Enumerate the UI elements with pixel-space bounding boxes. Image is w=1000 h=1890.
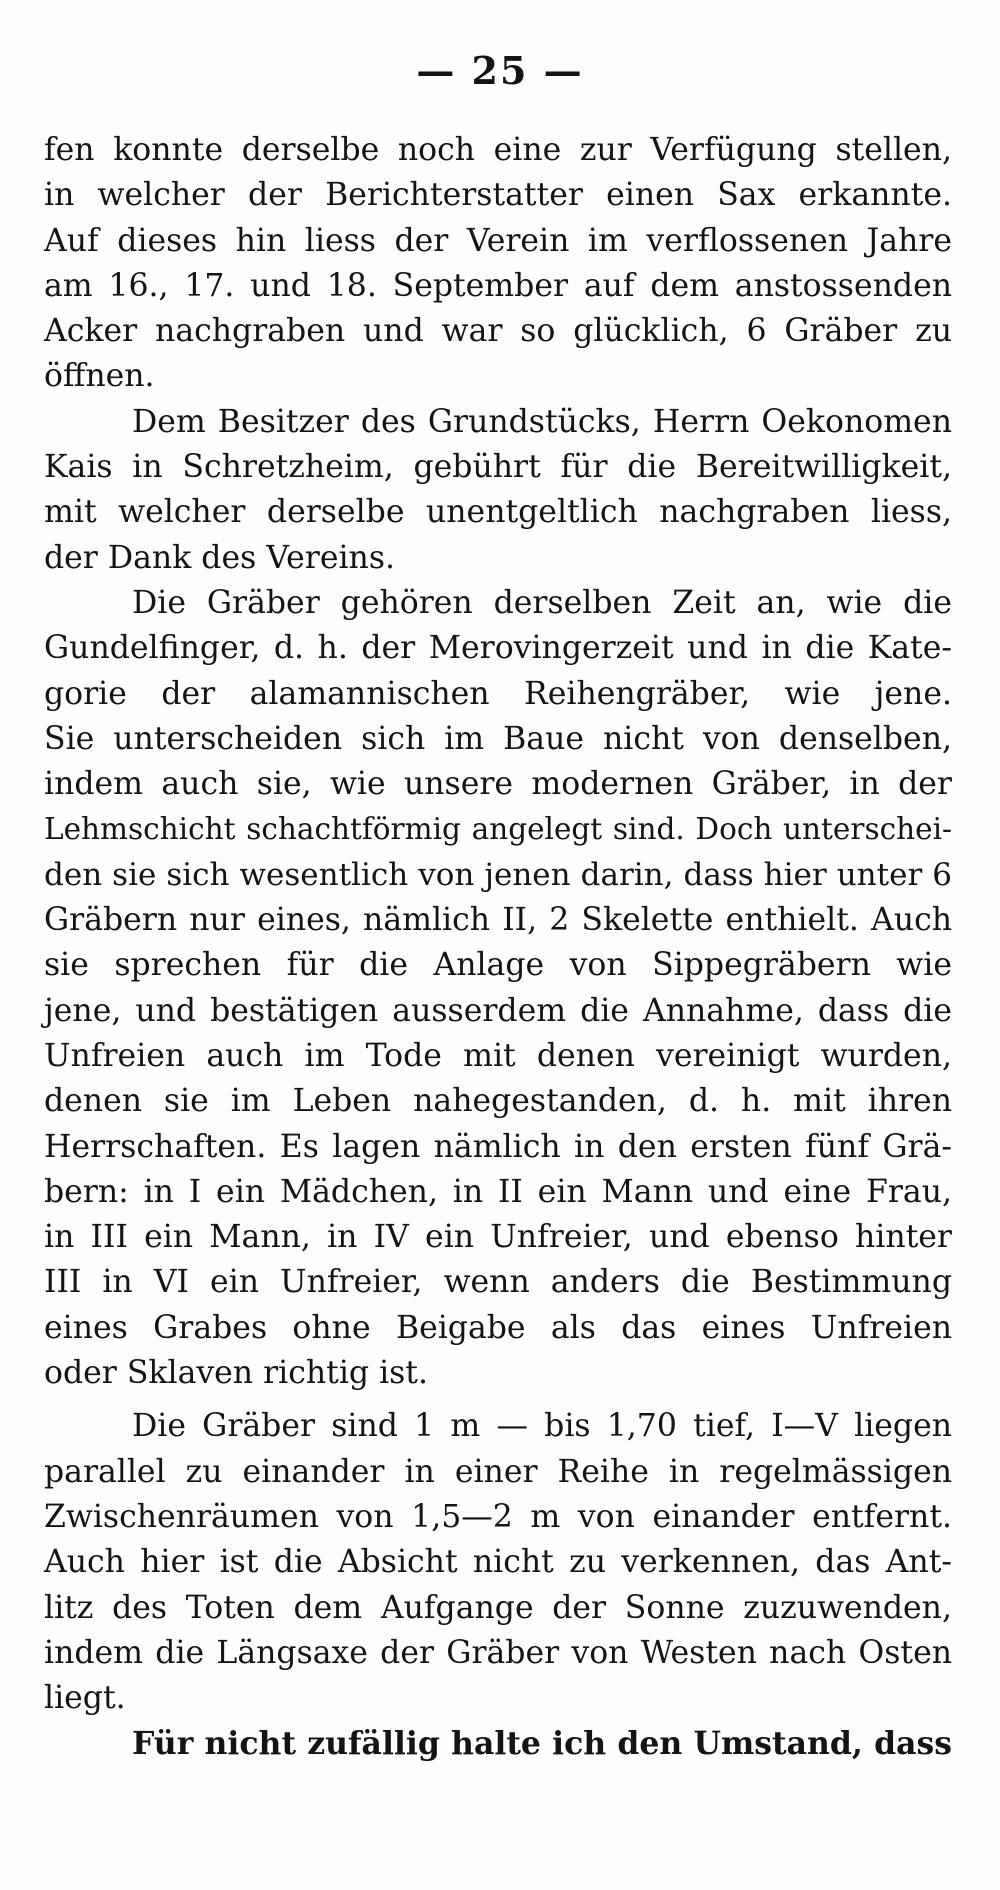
text-line: mit welcher derselbe unentgeltlich nachgraben liess, bbox=[44, 494, 952, 531]
text-line: Unfreien auch im Tode mit denen vereinigt wurden, bbox=[44, 1037, 952, 1074]
text-line: gorie der alamannischen Reihengräber, wie jene. bbox=[44, 675, 952, 712]
text-line: III in VI ein Unfreier, wenn anders die Bestimmung bbox=[44, 1264, 952, 1301]
text-line: Gundelfinger, d. h. der Merovingerzeit und in die Kate- bbox=[44, 630, 952, 667]
text-line: in welcher der Berichterstatter einen Sax erkannte. bbox=[44, 177, 952, 214]
text-line: Zwischenräumen von 1,5—2 m von einander entfernt. bbox=[44, 1498, 952, 1535]
text-line: Auch hier ist die Absicht nicht zu verkennen, das Ant- bbox=[44, 1544, 952, 1581]
text-line: in III ein Mann, in IV ein Unfreier, und ebenso hinter bbox=[44, 1219, 952, 1256]
text-line: der Dank des Vereins. bbox=[44, 539, 396, 576]
text-line: Kais in Schretzheim, gebührt für die Bereitwilligkeit, bbox=[44, 449, 952, 486]
text-line: am 16., 17. und 18. September auf dem anstossenden bbox=[44, 267, 952, 304]
text-line: Acker nachgraben und war so glücklich, 6 Gräber zu bbox=[44, 313, 952, 350]
text-line: eines Grabes ohne Beigabe als das eines Unfreien bbox=[44, 1309, 952, 1346]
body-text bbox=[44, 128, 952, 1767]
text-line: öffnen. bbox=[44, 358, 155, 395]
text-line: Für nicht zufällig halte ich den Umstand, dass bbox=[132, 1725, 952, 1763]
text-line: Die Gräber gehören derselben Zeit an, wie die bbox=[132, 584, 952, 621]
text-line: Lehmschicht schachtförmig angelegt sind. Doch unterschei- bbox=[44, 812, 952, 847]
text-line: Sie unterscheiden sich im Baue nicht von denselben, bbox=[44, 720, 952, 757]
paragraph-3 bbox=[44, 581, 952, 1396]
text-line: jene, und bestätigen ausserdem die Annahme, dass die bbox=[44, 992, 952, 1029]
page-number: — 25 — bbox=[416, 48, 584, 93]
text-line: Die Gräber sind 1 m — bis 1,70 tief, I—V liegen bbox=[132, 1408, 952, 1445]
text-line: Auf dieses hin liess der Verein im verflossenen Jahre bbox=[44, 222, 952, 259]
text-line: liegt. bbox=[44, 1680, 126, 1717]
text-line: indem auch sie, wie unsere modernen Gräber, in der bbox=[44, 766, 952, 803]
text-line: denen sie im Leben nahegestanden, d. h. mit ihren bbox=[44, 1083, 952, 1120]
text-line: fen konnte derselbe noch eine zur Verfügung stellen, bbox=[44, 132, 952, 168]
text-line: Herrschaften. Es lagen nämlich in den ersten fünf Grä- bbox=[44, 1128, 952, 1165]
text-line: parallel zu einander in einer Reihe in regelmässigen bbox=[44, 1453, 952, 1490]
paragraph-5 bbox=[44, 1721, 952, 1766]
paragraph-1 bbox=[44, 128, 952, 400]
text-line: litz des Toten dem Aufgange der Sonne zuzuwenden, bbox=[44, 1589, 952, 1626]
text-line: Dem Besitzer des Grundstücks, Herrn Oekonomen bbox=[132, 403, 952, 440]
paragraph-4 bbox=[44, 1404, 952, 1721]
paragraph-gap bbox=[44, 1396, 952, 1404]
text-line: bern: in I ein Mädchen, in II ein Mann und eine Frau, bbox=[44, 1173, 952, 1210]
paragraph-2 bbox=[44, 400, 952, 581]
text-line: den sie sich wesentlich von jenen darin, dass hier unter 6 bbox=[44, 856, 952, 893]
text-line: indem die Längsaxe der Gräber von Westen nach Osten bbox=[44, 1634, 952, 1671]
text-line: sie sprechen für die Anlage von Sippegräbern wie bbox=[44, 947, 952, 984]
text-line: oder Sklaven richtig ist. bbox=[44, 1355, 428, 1392]
text-line: Gräbern nur eines, nämlich II, 2 Skelette enthielt. Auch bbox=[44, 902, 952, 939]
